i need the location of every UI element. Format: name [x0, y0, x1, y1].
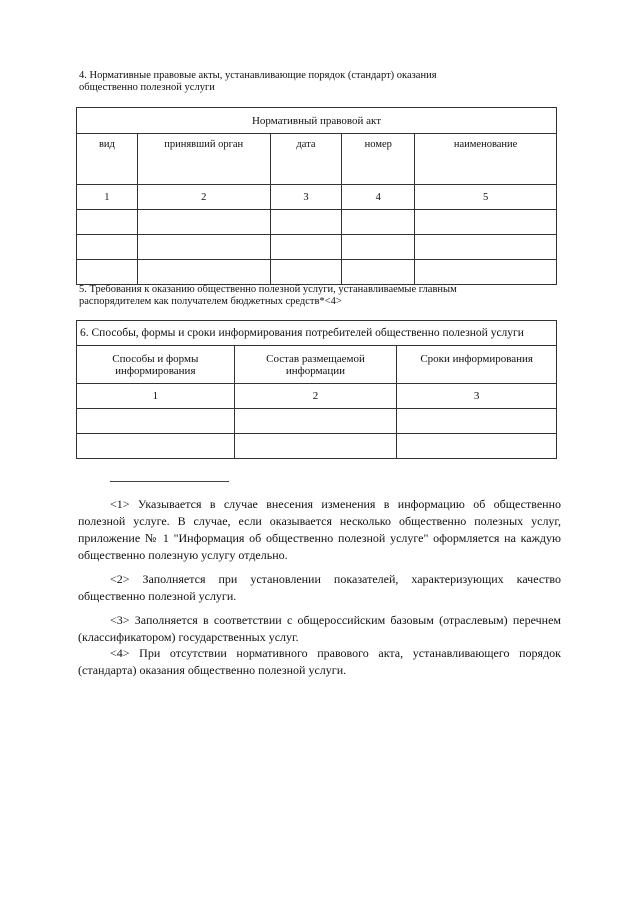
table-row: [77, 409, 557, 434]
table-row: [77, 260, 557, 285]
footnote-3: [78, 612, 561, 646]
section-5-title-line2: распорядителем как получателем бюджетных средств*<4>: [79, 296, 342, 307]
section-4-title: [79, 70, 437, 94]
table-cell: [77, 235, 138, 260]
footnote-text: <3> Заполняется в соответствии с общероссийским базовым (отраслевым) перечнем (классификатором) государственных услуг.: [78, 613, 561, 644]
column-number: 2: [137, 185, 270, 210]
informing-methods-table: [76, 320, 557, 459]
table-header-row: [77, 108, 557, 134]
column-number: 1: [77, 185, 138, 210]
column-number: 5: [415, 185, 557, 210]
column-number: 4: [342, 185, 415, 210]
column-header: [397, 346, 557, 384]
table-header-row: [77, 321, 557, 346]
column-header-line: информации: [285, 365, 346, 377]
table-cell: [270, 210, 342, 235]
table-cell: [137, 260, 270, 285]
table-cell: [234, 409, 397, 434]
table-row: [77, 235, 557, 260]
section-4-title-line2: общественно полезной услуги: [79, 82, 215, 93]
table-header: 6. Способы, формы и сроки информирования потребителей общественно полезной услуги: [77, 321, 557, 346]
footnote-text: <4> При отсутствии нормативного правового акта, устанавливающего порядок (стандарта) оказания общественно полезной услуги.: [78, 646, 561, 677]
column-header-line: Способы и формы: [112, 353, 199, 365]
table-cell: [137, 235, 270, 260]
column-number: 1: [77, 384, 235, 409]
column-number: 3: [397, 384, 557, 409]
column-header: вид: [77, 134, 138, 185]
normative-acts-table: [76, 107, 557, 285]
table-cell: [342, 260, 415, 285]
table-row: [77, 434, 557, 459]
footnote-4: [78, 645, 561, 679]
table-number-row: [77, 185, 557, 210]
table-cell: [342, 235, 415, 260]
table-header: Нормативный правовой акт: [77, 108, 557, 134]
column-header: [77, 346, 235, 384]
section-5-title: [79, 284, 457, 308]
table-cell: [77, 434, 235, 459]
table-cell: [137, 210, 270, 235]
table-cell: [77, 210, 138, 235]
table-columns-row: [77, 134, 557, 185]
table-cell: [415, 235, 557, 260]
footnote-1: [78, 496, 561, 564]
footnote-text: <2> Заполняется при установлении показателей, характеризующих качество общественно полезной услуги.: [78, 572, 561, 603]
column-header: принявший орган: [137, 134, 270, 185]
table-cell: [415, 260, 557, 285]
column-header: [234, 346, 397, 384]
table-columns-row: [77, 346, 557, 384]
column-number: 3: [270, 185, 342, 210]
column-header-line: Состав размещаемой: [266, 353, 365, 365]
footnote-2: [78, 571, 561, 605]
section-5-title-line1: 5. Требования к оказанию общественно полезной услуги, устанавливаемые главным: [79, 284, 457, 295]
table-cell: [397, 409, 557, 434]
column-header: наименование: [415, 134, 557, 185]
table-cell: [342, 210, 415, 235]
table-row: [77, 210, 557, 235]
table-cell: [397, 434, 557, 459]
column-number: 2: [234, 384, 397, 409]
footnote-text: <1> Указывается в случае внесения изменения в информацию об общественно полезной услуге. В случае, если оказывается несколько общественно полезных услуг, приложение № 1 "Информация об общественно полезной услуге" оформляется на каждую общественно полезную услугу отдельно.: [78, 497, 561, 562]
column-header: номер: [342, 134, 415, 185]
table-cell: [270, 260, 342, 285]
table-cell: [77, 409, 235, 434]
table-cell: [77, 260, 138, 285]
table-cell: [234, 434, 397, 459]
footnote-separator: [110, 481, 229, 482]
table-number-row: [77, 384, 557, 409]
column-header: дата: [270, 134, 342, 185]
column-header-line: информирования: [115, 365, 196, 377]
table-cell: [270, 235, 342, 260]
section-4-title-line1: 4. Нормативные правовые акты, устанавливающие порядок (стандарт) оказания: [79, 70, 437, 81]
column-header-line: Сроки информирования: [420, 353, 533, 365]
table-cell: [415, 210, 557, 235]
